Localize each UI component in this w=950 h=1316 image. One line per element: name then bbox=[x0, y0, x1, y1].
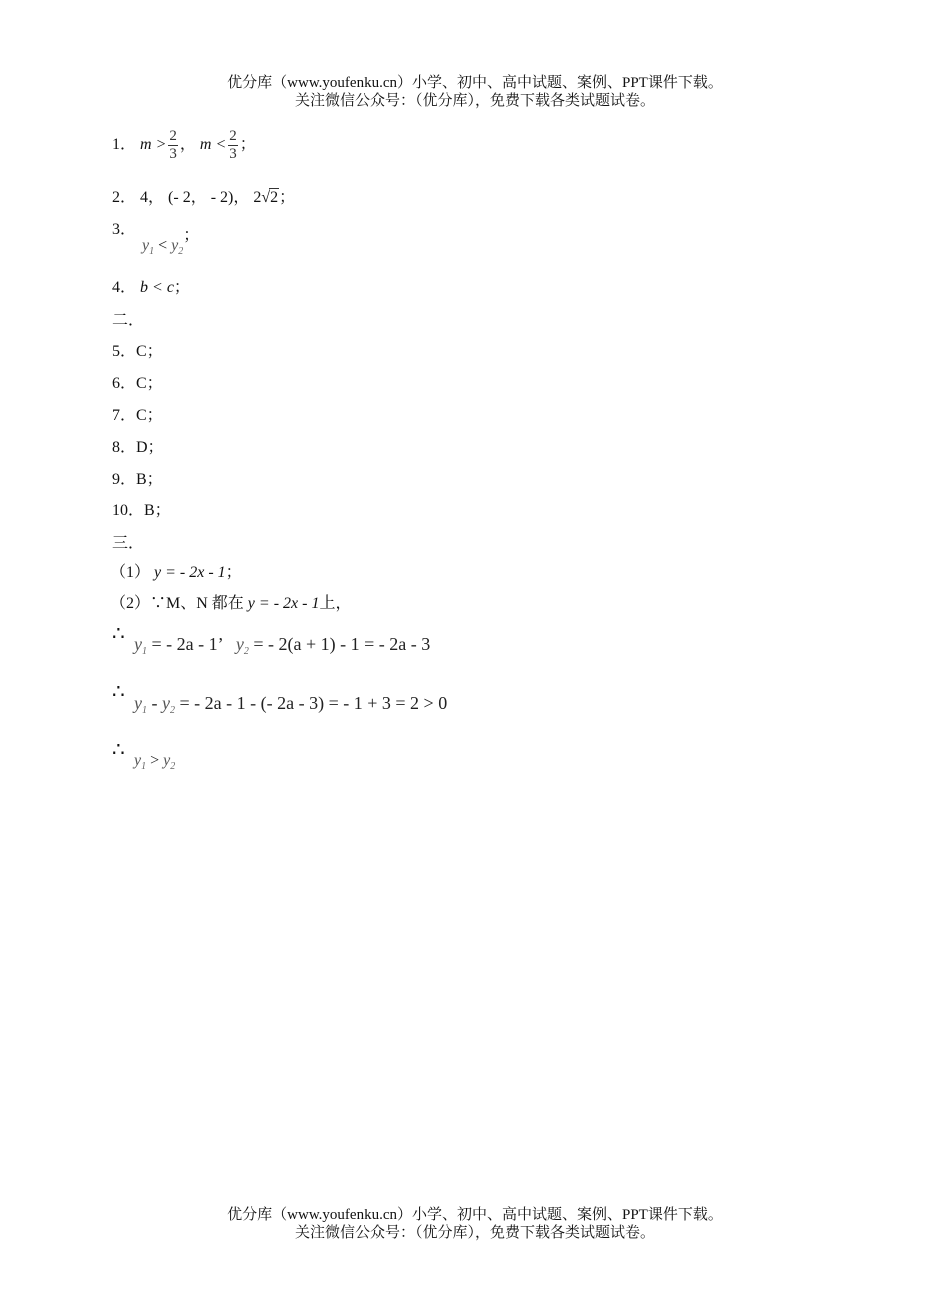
header-line-2: 关注微信公众号：（优分库），免费下载各类试题试卷。 bbox=[294, 93, 655, 109]
answer-10: 10．B； bbox=[112, 502, 171, 519]
equation-step-1: $y_1$ = - 2a - 1’ $y_2$ = - 2(a + 1) - 1 = - 2a - 3 bbox=[134, 634, 431, 657]
section-heading-2: 二． bbox=[112, 312, 145, 329]
section-heading-3: 三． bbox=[112, 535, 145, 552]
part-1: （1） y = - 2x - 1； bbox=[110, 564, 242, 581]
answer-1: 1． m > $\frac{2}{3}$ ， m < $\frac{2}{3}$ ； bbox=[112, 128, 256, 162]
answer-5: 5．C； bbox=[112, 343, 163, 360]
answer-4: 4． b < c； bbox=[112, 279, 190, 296]
fraction: $\frac{2}{3}$ bbox=[229, 128, 237, 162]
therefore-symbol: ∴ bbox=[112, 681, 125, 703]
answer-7: 7．C； bbox=[112, 407, 163, 424]
footer-line-2: 关注微信公众号：（优分库），免费下载各类试题试卷。 bbox=[294, 1225, 655, 1241]
page-header bbox=[0, 74, 950, 110]
equation-step-2: $y_1 - y_2$ = - 2a - 1 - (- 2a - 3) = - 1 + 3 = 2 > 0 bbox=[134, 693, 448, 716]
answer-9: 9．B； bbox=[112, 471, 163, 488]
header-line-1: 优分库（www.youfenku.cn）小学、初中、高中试题、案例、PPT课件下载。 bbox=[227, 75, 723, 91]
fraction: $\frac{2}{3}$ bbox=[169, 128, 177, 162]
answer-6: 6．C； bbox=[112, 375, 163, 392]
footer-line-1: 优分库（www.youfenku.cn）小学、初中、高中试题、案例、PPT课件下载。 bbox=[227, 1207, 723, 1223]
sqrt-symbol: √ bbox=[261, 189, 271, 206]
equation-step-3: $y_1 > y_2$ bbox=[134, 752, 176, 772]
answer-8: 8．D； bbox=[112, 439, 164, 456]
answer-2: 2． 4， (- 2， - 2)， 2√2； bbox=[112, 189, 296, 206]
page-footer bbox=[0, 1206, 950, 1242]
part-2: （2）∵M、N 都在 y = - 2x - 1上， bbox=[110, 595, 352, 612]
therefore-symbol: ∴ bbox=[112, 739, 125, 761]
answer-3-expr: $y_1 < y_2$； bbox=[142, 227, 200, 257]
answer-3: 3． bbox=[112, 221, 137, 238]
therefore-symbol: ∴ bbox=[112, 623, 125, 645]
